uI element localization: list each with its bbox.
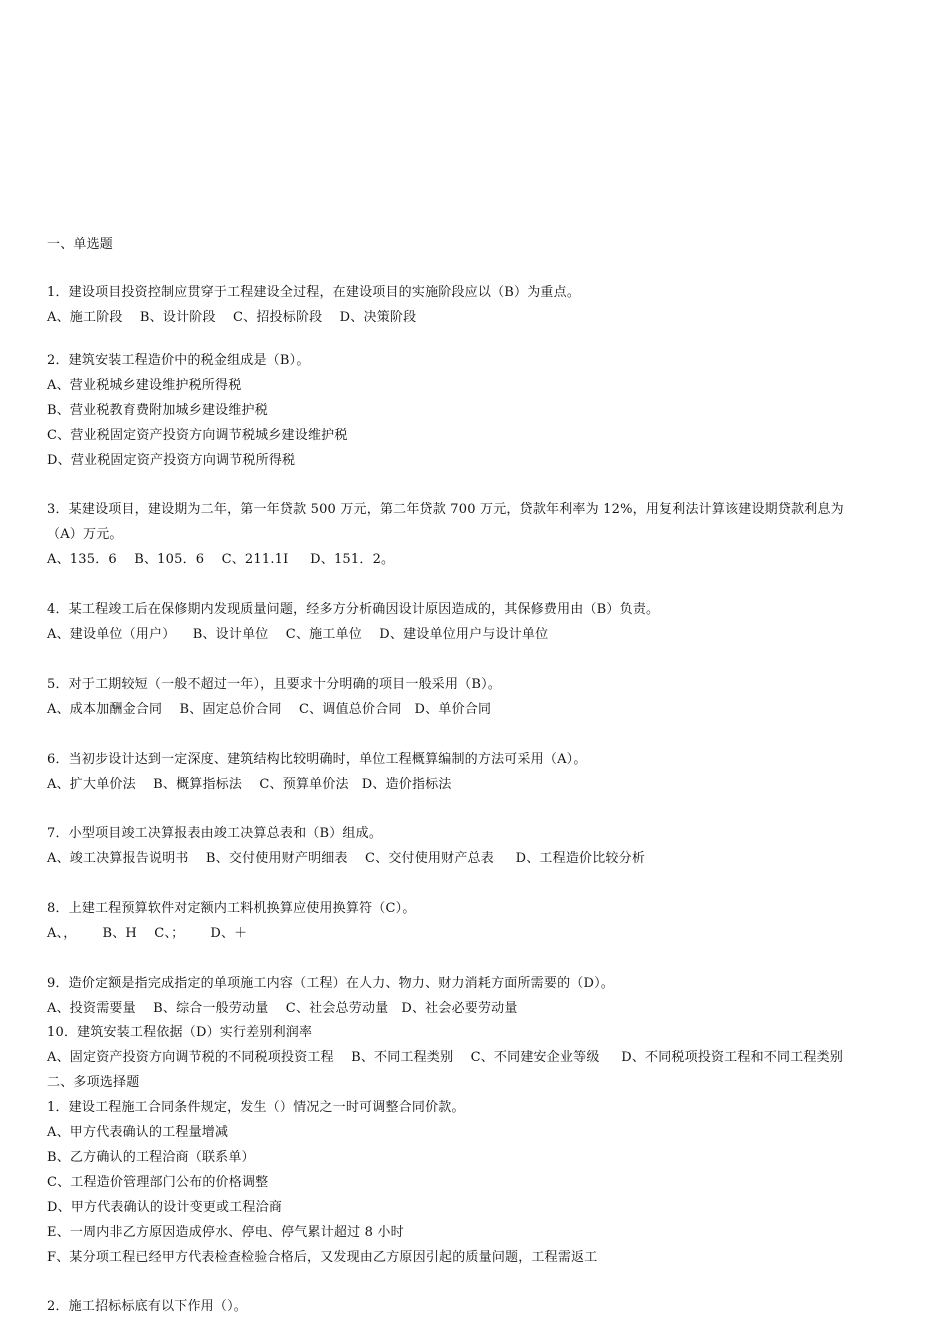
question-5-options: A、成本加酬金合同 B、固定总价合同 C、调值总价合同 D、单价合同: [47, 702, 492, 717]
multi-question-1-option-b: B、乙方确认的工程洽商（联系单）: [47, 1150, 255, 1165]
question-8-stem: 8．上建工程预算软件对定额内工料机换算应使用换算符（C）。: [47, 901, 416, 916]
question-2-stem: 2．建筑安装工程造价中的税金组成是（B）。: [47, 353, 310, 368]
question-3-stem-line-2: （A）万元。: [47, 527, 123, 542]
question-2-option-a: A、营业税城乡建设维护税所得税: [47, 378, 242, 393]
question-2-option-c: C、营业税固定资产投资方向调节税城乡建设维护税: [47, 428, 348, 443]
multi-question-1-option-c: C、工程造价管理部门公布的价格调整: [47, 1175, 269, 1190]
question-2-option-d: D、营业税固定资产投资方向调节税所得税: [47, 453, 296, 468]
question-7-stem: 7．小型项目竣工决算报表由竣工决算总表和（B）组成。: [47, 826, 383, 841]
question-10-options: A、固定资产投资方向调节税的不同税项投资工程 B、不同工程类别 C、不同建安企业等级 D、不同税项投资工程和不同工程类别: [47, 1050, 844, 1065]
question-4-stem: 4．某工程竣工后在保修期内发现质量问题，经多方分析确因设计原因造成的，其保修费用由（B）负责。: [47, 602, 660, 617]
section-heading-single-choice: 一、单选题: [47, 237, 114, 252]
question-2-option-b: B、营业税教育费附加城乡建设维护税: [47, 403, 268, 418]
question-3-options: A、135．6 B、105．6 C、211.1I D、151．2。: [47, 552, 395, 567]
question-10-stem: 10．建筑安装工程依据（D）实行差别利润率: [47, 1025, 313, 1040]
multi-question-1-option-f: F、某分项工程已经甲方代表检查检验合格后，又发现由乙方原因引起的质量问题，工程需返工: [47, 1250, 598, 1265]
multi-question-1-option-d: D、甲方代表确认的设计变更或工程洽商: [47, 1200, 283, 1215]
multi-question-1-option-a: A、甲方代表确认的工程量增减: [47, 1125, 229, 1140]
question-1-stem: 1．建设项目投资控制应贯穿于工程建设全过程，在建设项目的实施阶段应以（B）为重点。: [47, 285, 581, 300]
section-heading-multiple-choice: 二、多项选择题: [47, 1075, 140, 1090]
multi-question-1-option-e: E、一周内非乙方原因造成停水、停电、停气累计超过 8 小时: [47, 1225, 404, 1240]
question-3-stem-line-1: 3．某建设项目，建设期为二年，第一年贷款 500 万元，第二年贷款 700 万元，贷款年利率为 12%，用复利法计算该建设期贷款利息为: [47, 502, 844, 517]
question-5-stem: 5．对于工期较短（一般不超过一年），且要求十分明确的项目一般采用（B）。: [47, 677, 502, 692]
question-8-options: A、， B、H C、； D、＋: [47, 926, 248, 941]
question-4-options: A、建设单位（用户） B、设计单位 C、施工单位 D、建设单位用户与设计单位: [47, 627, 549, 642]
question-7-options: A、竣工决算报告说明书 B、交付使用财产明细表 C、交付使用财产总表 D、工程造价比较分析: [47, 851, 646, 866]
question-6-options: A、扩大单价法 B、概算指标法 C、预算单价法 D、造价指标法: [47, 777, 452, 792]
question-9-stem: 9．造价定额是指完成指定的单项施工内容（工程）在人力、物力、财力消耗方面所需要的（D）。: [47, 976, 614, 991]
question-6-stem: 6．当初步设计达到一定深度、建筑结构比较明确时，单位工程概算编制的方法可采用（A）。: [47, 752, 587, 767]
multi-question-2-stem: 2．施工招标标底有以下作用（）。: [47, 1299, 247, 1314]
multi-question-1-stem: 1．建设工程施工合同条件规定，发生（）情况之一时可调整合同价款。: [47, 1100, 465, 1115]
question-1-options: A、施工阶段 B、设计阶段 C、招投标阶段 D、决策阶段: [47, 310, 417, 325]
question-9-options: A、投资需要量 B、综合一般劳动量 C、社会总劳动量 D、社会必要劳动量: [47, 1001, 518, 1016]
